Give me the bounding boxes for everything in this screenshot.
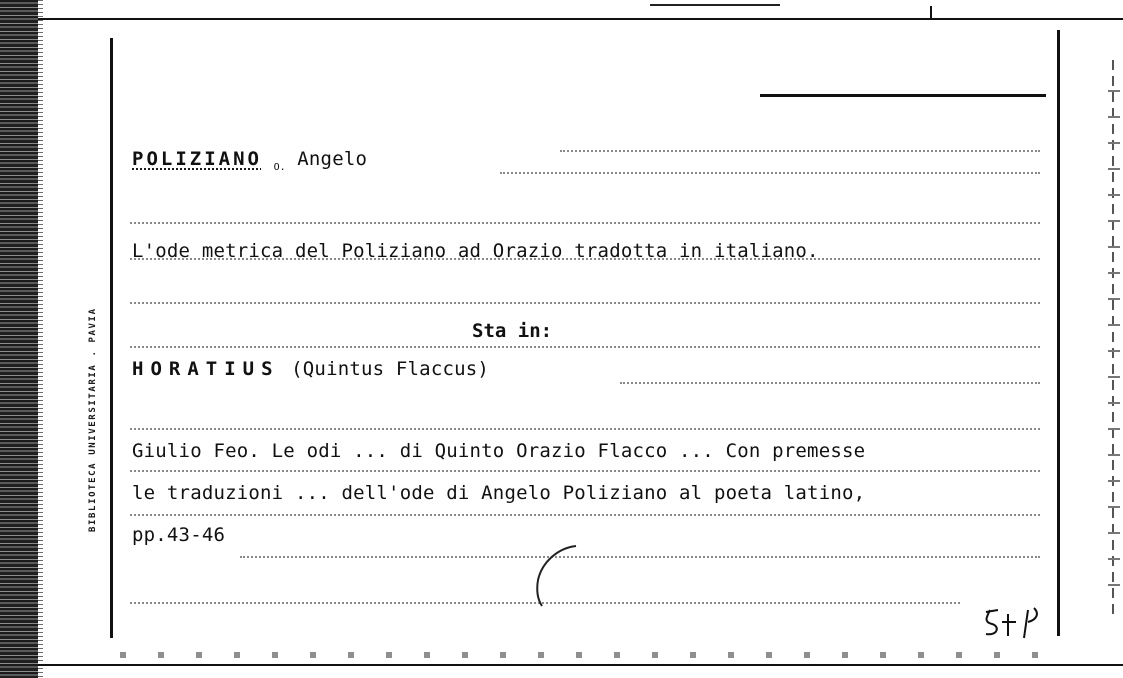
author-surname: POLIZIANO (132, 148, 262, 170)
host-author-detail: (Quintus Flaccus) (291, 358, 490, 380)
host-citation-line-2: le traduzioni ... dell'ode di Angelo Poliziano al poeta latino, (132, 482, 866, 504)
top-right-bar (760, 94, 1046, 97)
scanned-left-edge (0, 0, 38, 678)
right-edge-ticks (1108, 90, 1120, 610)
host-author-line (132, 358, 489, 380)
guide-line (130, 514, 1040, 516)
author-suffix: O. (273, 161, 286, 173)
guide-line (130, 222, 1040, 224)
handwritten-shelfmark (978, 600, 1058, 640)
guide-line (500, 172, 1040, 174)
guide-line (130, 470, 1040, 472)
card-top-edge (38, 18, 1123, 20)
guide-line (240, 556, 1040, 558)
author-given-name: Angelo (297, 148, 368, 170)
right-margin-rule (1057, 30, 1060, 636)
guide-line (130, 428, 1040, 430)
guide-line (620, 382, 1040, 384)
author-heading-line (132, 148, 367, 173)
guide-line (130, 302, 1040, 304)
pencil-scribble (528, 540, 588, 610)
host-author: HORATIUS (132, 358, 280, 380)
host-citation-line-1: Giulio Feo. Le odi ... di Quinto Orazio Flacco ... Con premesse (132, 440, 866, 462)
card-bottom-marks (120, 652, 1060, 658)
card-bottom-edge (38, 664, 1123, 666)
card-top-tick (930, 6, 932, 18)
work-title: L'ode metrica del Poliziano ad Orazio tradotta in italiano. (132, 240, 819, 262)
left-margin-rule (110, 38, 113, 638)
contained-in-label: Sta in: (472, 320, 553, 342)
host-pages: pp.43-46 (132, 524, 226, 546)
card-top-dash (650, 4, 780, 6)
guide-line (130, 346, 1040, 348)
library-stamp: BIBLIOTECA UNIVERSITARIA . PAVIA (88, 307, 98, 532)
guide-line (560, 150, 1040, 152)
